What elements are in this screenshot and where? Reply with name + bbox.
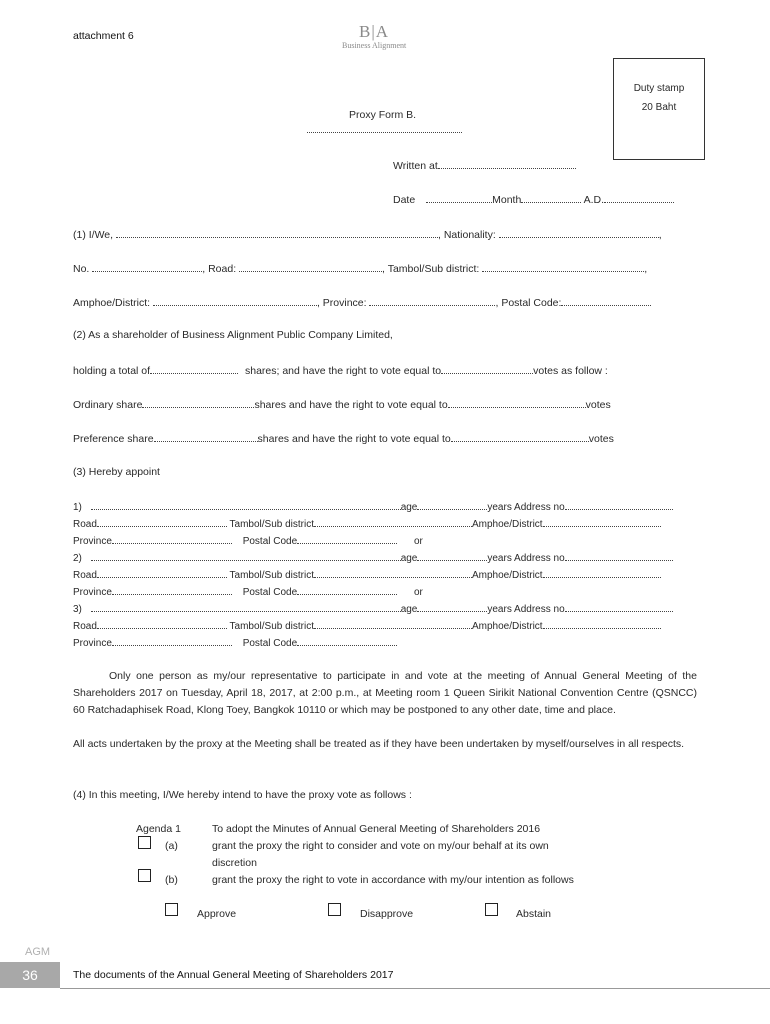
- holding-label: holding a total of: [73, 365, 151, 377]
- postal-field[interactable]: [297, 534, 397, 544]
- age-label: age: [400, 604, 418, 615]
- date-year-field[interactable]: [604, 193, 674, 203]
- province-field[interactable]: [112, 636, 232, 646]
- appointee-name-field[interactable]: [91, 500, 401, 510]
- or-label: or: [413, 587, 423, 598]
- option-a-text-cont: discretion: [212, 857, 257, 869]
- amphoe-label: Amphoe/District: [472, 621, 543, 632]
- ordinary-shares-and-label: shares and have the right to vote equal to: [254, 399, 448, 411]
- no-label: No.: [73, 263, 90, 275]
- province-label: Province: [73, 536, 112, 547]
- proxy-acts-paragraph: All acts undertaken by the proxy at the Meeting shall be treated as if they have been undertaken by myself/ourselves in all respects.: [73, 738, 685, 750]
- address-no-field[interactable]: [92, 262, 202, 272]
- ordinary-label: Ordinary share: [73, 399, 143, 411]
- section4-label: (4) In this meeting, I/We hereby intend to have the proxy vote as follows :: [73, 789, 412, 801]
- shareholder-label: (2) As a shareholder of: [73, 329, 180, 341]
- stamp-line2: 20 Baht: [641, 102, 677, 113]
- age-label: age: [400, 553, 418, 564]
- nationality-field[interactable]: [499, 228, 659, 238]
- appointee-name-field[interactable]: [91, 551, 401, 561]
- ordinary-shares-field[interactable]: [142, 398, 254, 408]
- amphoe-label: Amphoe/District: [472, 570, 543, 581]
- company-logo: B|A: [359, 22, 390, 41]
- age-field[interactable]: [417, 551, 487, 561]
- postal-label: Postal Code: [242, 587, 298, 598]
- preference-shares-and-label: shares and have the right to vote equal to: [257, 433, 451, 445]
- age-field[interactable]: [417, 602, 487, 612]
- appointee-num: 2): [73, 553, 82, 564]
- age-field[interactable]: [417, 500, 487, 510]
- appointee-num: 1): [73, 502, 82, 513]
- total-votes-field[interactable]: [441, 364, 533, 374]
- road-label: , Road:: [202, 263, 237, 275]
- preference-shares-field[interactable]: [154, 432, 258, 442]
- amphoe-field[interactable]: [543, 517, 661, 527]
- amphoe-field[interactable]: [153, 296, 317, 306]
- province-field[interactable]: [112, 585, 232, 595]
- appoint-label: (3) Hereby appoint: [73, 466, 160, 478]
- tambol-field[interactable]: [482, 262, 644, 272]
- appointee-name-field[interactable]: [91, 602, 401, 612]
- date-day-field[interactable]: [426, 193, 492, 203]
- shares-right-label: shares; and have the right to vote equal to: [244, 365, 442, 377]
- preference-votes-field[interactable]: [451, 432, 589, 442]
- address-field[interactable]: [565, 500, 673, 510]
- tambol-label: Tambol/Sub district: [229, 621, 314, 632]
- page-number: 36: [0, 962, 60, 988]
- representative-paragraph: Only one person as my/our representative to participate in and vote at the meeting of Annual General Meeting of the Shareholders 2017 on Tuesday, April 18, 2017, at 2:00 p.m., at Meeting room 1 Queen Sirikit National Convention Centre (QSNCC) 60 Ratchadaphisek Road, Klong Toey, Bangkok 10110 or which may be postponed to any other date, time and place.: [73, 670, 697, 716]
- appointee-num: 3): [73, 604, 82, 615]
- date-label: Date: [393, 194, 416, 206]
- years-address-label: years Address no: [487, 502, 565, 513]
- agm-label: AGM: [25, 946, 51, 958]
- approve-checkbox[interactable]: [165, 903, 178, 916]
- postal-field[interactable]: [297, 585, 397, 595]
- option-b-text: grant the proxy the right to vote in accordance with my/our intention as follows: [212, 874, 574, 886]
- option-a-text: grant the proxy the right to consider and vote on my/our behalf at its own: [212, 840, 549, 852]
- option-b-label: (b): [165, 874, 178, 886]
- i-we-label: (1) I/We,: [73, 229, 114, 241]
- province-field[interactable]: [112, 534, 232, 544]
- written-at-label: Written at: [393, 160, 438, 172]
- amphoe-label: Amphoe/District:: [73, 297, 151, 309]
- preference-label: Preference share: [73, 433, 154, 445]
- date-month-field[interactable]: [521, 193, 581, 203]
- company-logo-subtitle: Business Alignment: [342, 41, 407, 50]
- total-shares-field[interactable]: [150, 364, 238, 374]
- abstain-label: Abstain: [516, 908, 552, 920]
- stamp-line1: Duty stamp: [633, 83, 685, 94]
- ordinary-votes-field[interactable]: [448, 398, 586, 408]
- preference-votes-label: votes: [588, 433, 614, 445]
- amphoe-field[interactable]: [543, 568, 661, 578]
- road-field[interactable]: [239, 262, 382, 272]
- address-field[interactable]: [565, 551, 673, 561]
- address-field[interactable]: [565, 602, 673, 612]
- road-label: Road: [73, 621, 97, 632]
- approve-label: Approve: [197, 908, 237, 920]
- amphoe-label: Amphoe/District: [472, 519, 543, 530]
- postal-label: Postal Code: [242, 638, 298, 649]
- tambol-field[interactable]: [314, 568, 472, 578]
- votes-follow-label: votes as follow :: [533, 365, 608, 377]
- title-dotted-line: [307, 123, 462, 133]
- agenda-text: To adopt the Minutes of Annual General Meeting of Shareholders 2016: [212, 823, 541, 835]
- company-name: Business Alignment Public Company Limited,: [182, 329, 393, 341]
- age-label: age: [400, 502, 418, 513]
- option-a-label: (a): [165, 840, 178, 852]
- years-address-label: years Address no: [487, 553, 565, 564]
- road-field[interactable]: [97, 517, 227, 527]
- road-label: Road: [73, 570, 97, 581]
- option-a-checkbox[interactable]: [138, 836, 151, 849]
- tambol-label: , Tambol/Sub district:: [382, 263, 480, 275]
- years-address-label: years Address no: [487, 604, 565, 615]
- nationality-label: , Nationality:: [437, 229, 496, 241]
- province-label: Province: [73, 638, 112, 649]
- ordinary-votes-label: votes: [585, 399, 611, 411]
- province-label: Province: [73, 587, 112, 598]
- tambol-label: Tambol/Sub district: [229, 519, 314, 530]
- road-field[interactable]: [97, 619, 227, 629]
- disapprove-label: Disapprove: [360, 908, 414, 920]
- postal-label: Postal Code: [242, 536, 298, 547]
- postal-label: , Postal Code:: [495, 297, 562, 309]
- postal-field[interactable]: [561, 296, 651, 306]
- tambol-label: Tambol/Sub district: [229, 570, 314, 581]
- attachment-label: attachment 6: [73, 30, 134, 42]
- ad-label: A.D.: [583, 194, 605, 206]
- tambol-field[interactable]: [314, 619, 472, 629]
- road-field[interactable]: [97, 568, 227, 578]
- disapprove-checkbox[interactable]: [328, 903, 341, 916]
- road-label: Road: [73, 519, 97, 530]
- name-field[interactable]: [116, 228, 438, 238]
- province-label: , Province:: [316, 297, 367, 309]
- footer-divider: [60, 988, 770, 989]
- duty-stamp-box: [613, 58, 705, 160]
- written-at-field[interactable]: [438, 159, 576, 169]
- province-field[interactable]: [369, 296, 495, 306]
- abstain-checkbox[interactable]: [485, 903, 498, 916]
- or-label: or: [413, 536, 423, 547]
- agenda-label: Agenda 1: [136, 823, 181, 835]
- tambol-field[interactable]: [314, 517, 472, 527]
- form-title: Proxy Form B.: [349, 109, 417, 121]
- month-label: Month: [492, 194, 522, 206]
- option-b-checkbox[interactable]: [138, 869, 151, 882]
- postal-field[interactable]: [297, 636, 397, 646]
- footer-text: The documents of the Annual General Meeting of Shareholders 2017: [73, 969, 394, 981]
- amphoe-field[interactable]: [543, 619, 661, 629]
